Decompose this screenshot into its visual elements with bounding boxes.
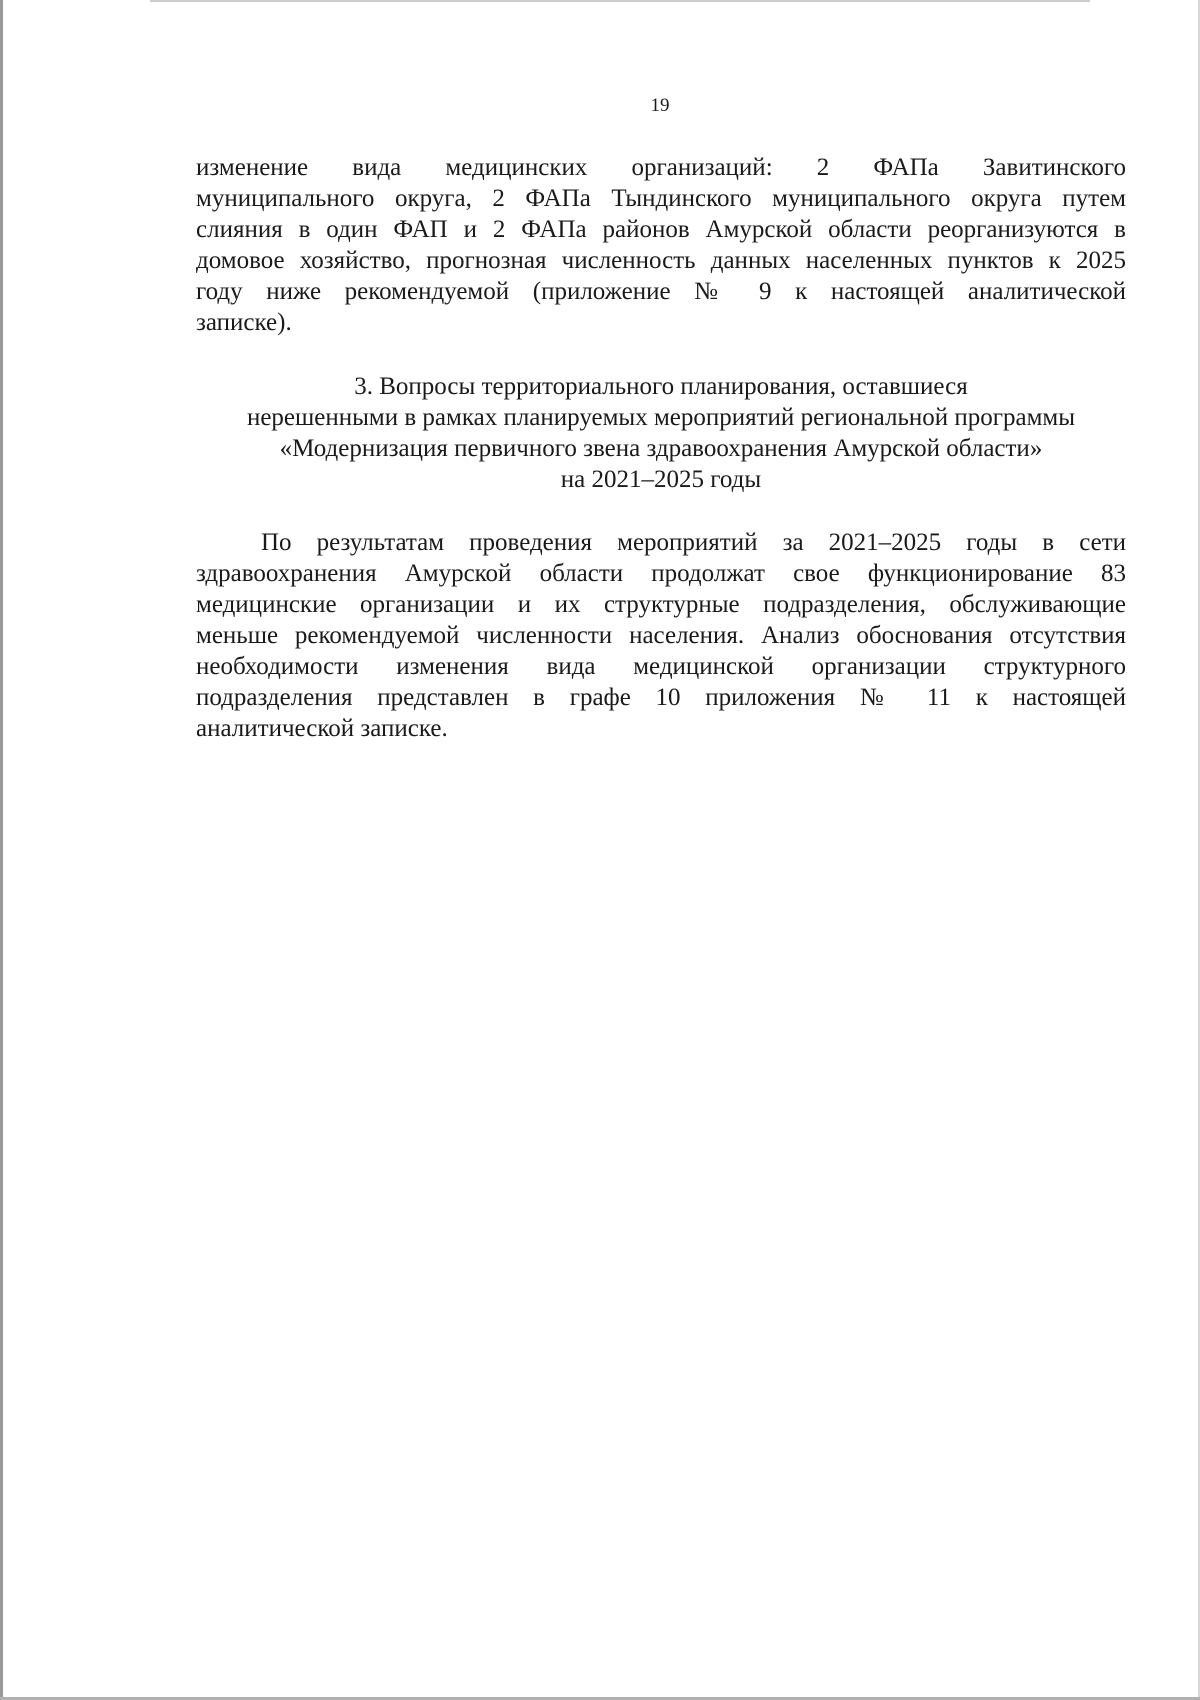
paragraph-line: записке). <box>196 309 292 336</box>
heading-line: на 2021–2025 годы <box>560 466 762 493</box>
paragraph-line: изменение вида медицинских организаций: 2 ФАПа Завитинского <box>196 154 1126 181</box>
heading-line: нерешенными в рамках планируемых мероприятий региональной программы <box>246 404 1076 431</box>
paragraph-line: слияния в один ФАП и 2 ФАПа районов Амурской области реорганизуются в <box>196 216 1126 243</box>
paragraph-line: По результатам проведения мероприятий за 2021–2025 годы в сети <box>261 529 1126 556</box>
paragraph-line: медицинские организации и их структурные подразделения, обслуживающие <box>196 591 1126 618</box>
paragraph-line: году ниже рекомендуемой (приложение № 9 к настоящей аналитической <box>196 278 1126 305</box>
paragraph-line: подразделения представлен в графе 10 приложения № 11 к настоящей <box>196 684 1126 711</box>
paragraph-continued <box>196 152 1126 338</box>
paragraph-results <box>196 527 1126 744</box>
scan-edge-left <box>0 0 3 1700</box>
paragraph-line: муниципального округа, 2 ФАПа Тындинского муниципального округа путем <box>196 185 1126 212</box>
heading-line: «Модернизация первичного звена здравоохранения Амурской области» <box>279 435 1043 462</box>
heading-line: 3. Вопросы территориального планирования, оставшиеся <box>354 373 968 400</box>
scan-edge-top <box>150 0 1090 2</box>
paragraph-line: домовое хозяйство, прогнозная численность данных населенных пунктов к 2025 <box>196 247 1126 274</box>
section-heading <box>196 371 1126 495</box>
paragraph-line: аналитической записке. <box>196 715 448 742</box>
paragraph-line: необходимости изменения вида медицинской организации структурного <box>196 653 1126 680</box>
paragraph-line: здравоохранения Амурской области продолжат свое функционирование 83 <box>196 560 1126 587</box>
paragraph-line: меньше рекомендуемой численности населения. Анализ обоснования отсутствия <box>196 622 1126 649</box>
page-number: 19 <box>650 95 670 116</box>
